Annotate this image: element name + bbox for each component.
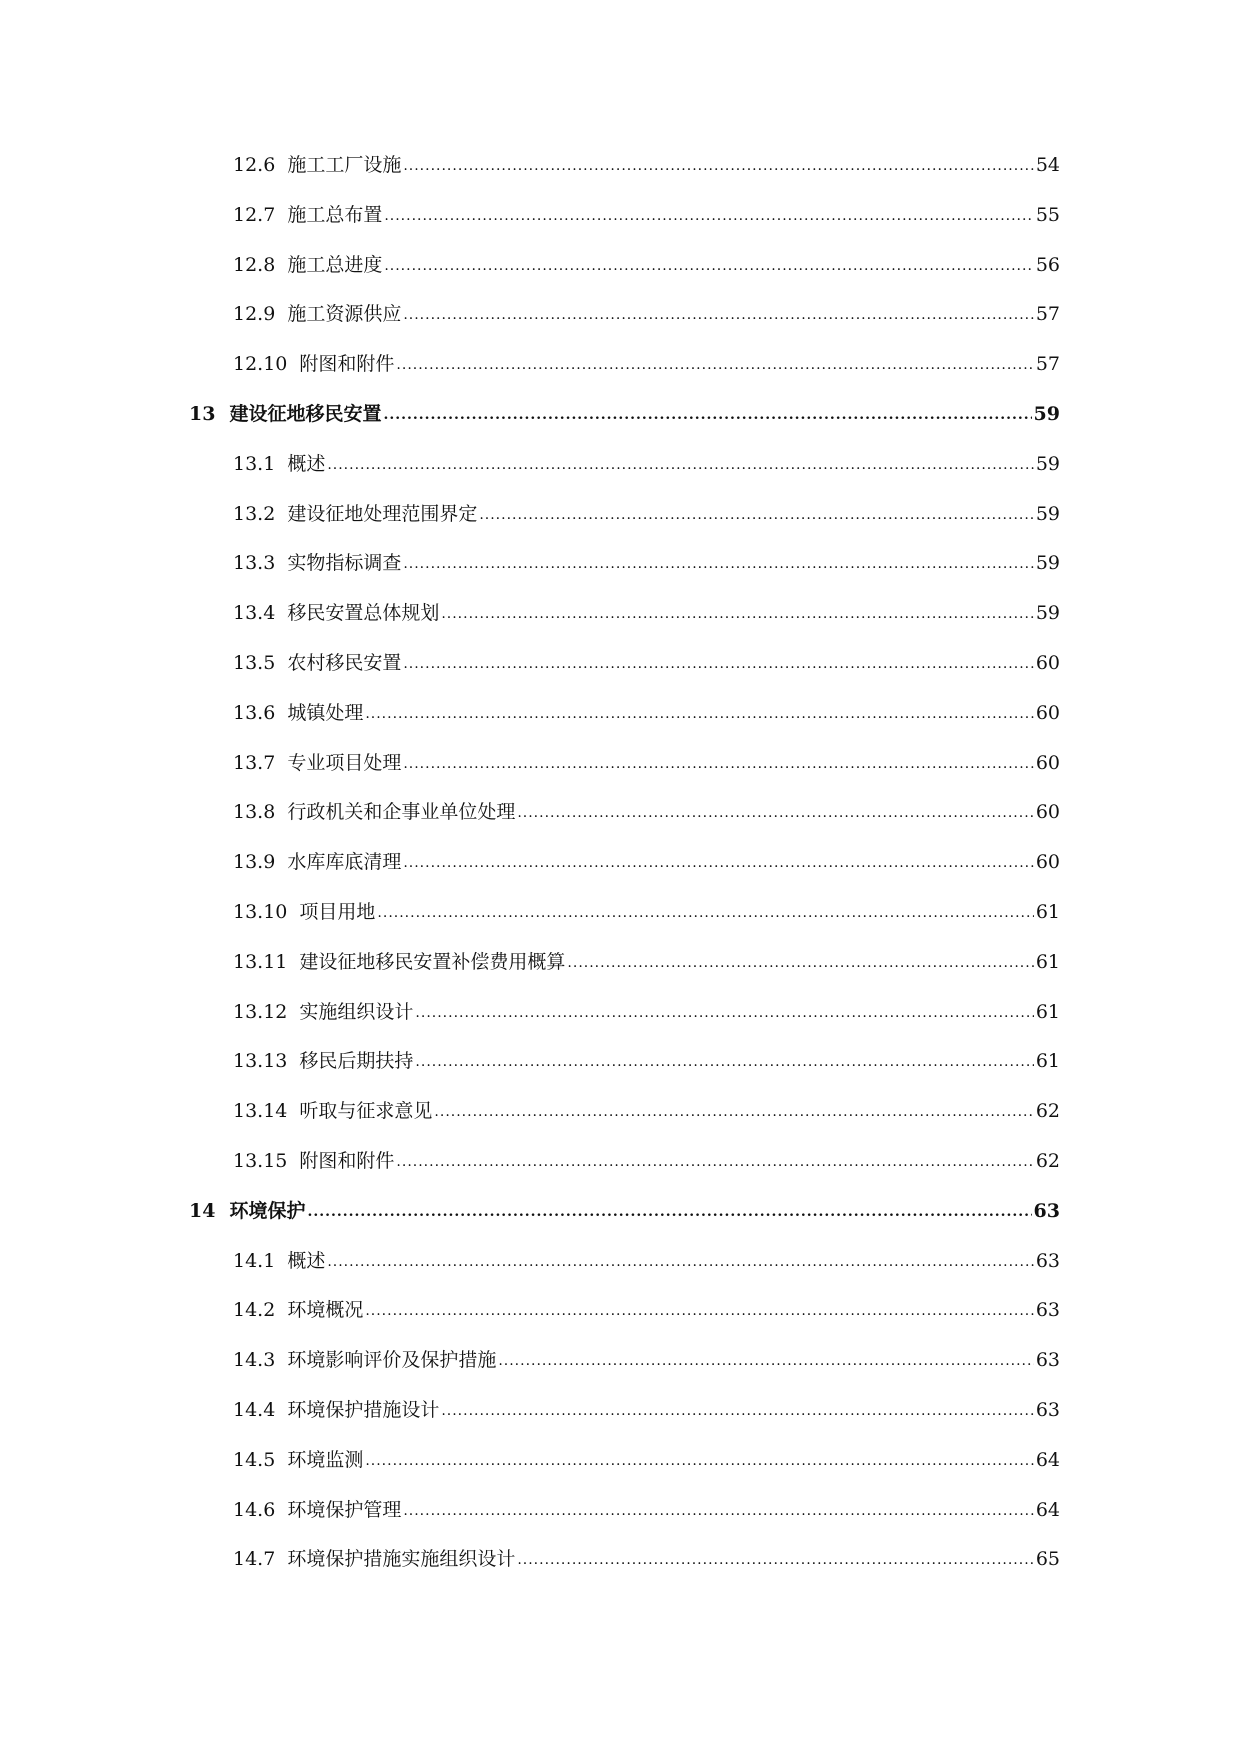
dot-leader	[479, 499, 1033, 531]
toc-entry-number: 13.7	[233, 752, 276, 774]
toc-entry-title: 附图和附件	[299, 1150, 395, 1172]
toc-entry-page-number: 59	[1033, 403, 1060, 425]
dot-leader	[415, 1046, 1033, 1078]
toc-section-entry[interactable]	[233, 896, 1060, 928]
toc-entry-number: 12.8	[233, 254, 276, 276]
toc-section-entry[interactable]	[233, 1095, 1060, 1127]
toc-entry-title: 农村移民安置	[287, 652, 402, 674]
toc-entry-title: 附图和附件	[299, 353, 395, 375]
toc-entry-number: 14.4	[233, 1399, 276, 1421]
toc-entry-number: 13.1	[233, 453, 276, 475]
toc-entry-page-number: 60	[1035, 851, 1060, 873]
dot-leader	[498, 1345, 1033, 1377]
toc-section-entry[interactable]	[233, 996, 1060, 1028]
toc-entry-number: 14.3	[233, 1349, 276, 1371]
toc-entry-title: 环境监测	[287, 1449, 364, 1471]
dot-leader	[365, 1295, 1033, 1327]
toc-entry-page-number: 63	[1035, 1299, 1060, 1321]
toc-entry-title: 概述	[287, 453, 326, 475]
toc-entry-page-number: 63	[1035, 1349, 1060, 1371]
dot-leader	[517, 797, 1033, 829]
toc-section-entry[interactable]	[233, 747, 1060, 779]
dot-leader	[384, 200, 1033, 232]
toc-entry-title: 施工资源供应	[287, 303, 402, 325]
toc-entry-page-number: 59	[1035, 503, 1060, 525]
toc-entry-title: 环境保护措施实施组织设计	[287, 1548, 516, 1570]
toc-entry-number: 13.8	[233, 801, 276, 823]
toc-entry-number: 13.9	[233, 851, 276, 873]
toc-section-entry[interactable]	[233, 846, 1060, 878]
toc-entry-title: 环境保护措施设计	[287, 1399, 440, 1421]
dot-leader	[403, 150, 1033, 182]
dot-leader	[567, 947, 1033, 979]
toc-entry-number: 13.5	[233, 652, 276, 674]
toc-entry-title: 环境影响评价及保护措施	[287, 1349, 497, 1371]
toc-entry-title: 环境概况	[287, 1299, 364, 1321]
toc-entry-page-number: 57	[1035, 303, 1060, 325]
dot-leader	[434, 1096, 1033, 1128]
toc-entry-page-number: 62	[1035, 1150, 1060, 1172]
toc-entry-number: 12.7	[233, 204, 276, 226]
toc-entry-title: 移民安置总体规划	[287, 602, 440, 624]
dot-leader	[384, 250, 1033, 282]
toc-entry-title: 行政机关和企事业单位处理	[287, 801, 516, 823]
toc-entry-title: 环境保护管理	[287, 1499, 402, 1521]
toc-entry-page-number: 55	[1035, 204, 1060, 226]
toc-entry-number: 14.6	[233, 1499, 276, 1521]
toc-entry-number: 14.5	[233, 1449, 276, 1471]
toc-entry-number: 13.11	[233, 951, 288, 973]
toc-entry-number: 13.2	[233, 503, 276, 525]
dot-leader	[403, 748, 1033, 780]
dot-leader	[365, 1445, 1033, 1477]
toc-entry-title: 施工工厂设施	[287, 154, 402, 176]
toc-entry-number: 13.6	[233, 702, 276, 724]
toc-entry-page-number: 60	[1035, 702, 1060, 724]
dot-leader	[377, 897, 1033, 929]
toc-entry-page-number: 54	[1035, 154, 1060, 176]
toc-entry-page-number: 61	[1035, 1001, 1060, 1023]
dot-leader	[307, 1196, 1031, 1228]
toc-entry-title: 建设征地处理范围界定	[287, 503, 478, 525]
toc-entry-title: 水库库底清理	[287, 851, 402, 873]
toc-entry-number: 13.12	[233, 1001, 288, 1023]
toc-entry-title: 城镇处理	[287, 702, 364, 724]
dot-leader	[415, 997, 1033, 1029]
toc-entry-title: 移民后期扶持	[299, 1050, 414, 1072]
toc-section-entry[interactable]	[233, 697, 1060, 729]
toc-section-entry[interactable]	[233, 547, 1060, 579]
dot-leader	[403, 1495, 1033, 1527]
dot-leader	[327, 449, 1033, 481]
toc-entry-page-number: 60	[1035, 801, 1060, 823]
dot-leader	[403, 299, 1033, 331]
toc-entry-title: 专业项目处理	[287, 752, 402, 774]
toc-section-entry[interactable]	[233, 1045, 1060, 1077]
toc-entry-number: 12.10	[233, 353, 288, 375]
dot-leader	[403, 648, 1033, 680]
toc-section-entry[interactable]	[233, 498, 1060, 530]
toc-entry-number: 14.7	[233, 1548, 276, 1570]
toc-entry-number: 13.10	[233, 901, 288, 923]
toc-section-entry[interactable]	[233, 298, 1060, 330]
toc-section-entry[interactable]	[233, 1344, 1060, 1376]
toc-entry-number: 13.4	[233, 602, 276, 624]
toc-entry-title: 施工总进度	[287, 254, 383, 276]
toc-section-entry[interactable]	[233, 448, 1060, 480]
toc-entry-number: 12.9	[233, 303, 276, 325]
toc-entry-title: 施工总布置	[287, 204, 383, 226]
toc-entry-title: 建设征地移民安置补偿费用概算	[299, 951, 566, 973]
toc-section-entry[interactable]	[233, 597, 1060, 629]
dot-leader	[396, 1146, 1033, 1178]
toc-entry-page-number: 56	[1035, 254, 1060, 276]
toc-entry-title: 建设征地移民安置	[229, 403, 382, 425]
toc-section-entry[interactable]	[233, 1543, 1060, 1575]
toc-entry-page-number: 60	[1035, 752, 1060, 774]
toc-entry-page-number: 60	[1035, 652, 1060, 674]
dot-leader	[403, 847, 1033, 879]
toc-entry-number: 13.3	[233, 552, 276, 574]
toc-entry-number: 14.2	[233, 1299, 276, 1321]
toc-entry-number: 13.13	[233, 1050, 288, 1072]
dot-leader	[383, 399, 1031, 431]
dot-leader	[403, 548, 1033, 580]
toc-section-entry[interactable]	[233, 796, 1060, 828]
toc-entry-page-number: 64	[1035, 1449, 1060, 1471]
toc-section-entry[interactable]	[233, 199, 1060, 231]
toc-entry-page-number: 64	[1035, 1499, 1060, 1521]
dot-leader	[517, 1544, 1033, 1576]
toc-entry-page-number: 61	[1035, 901, 1060, 923]
toc-section-entry[interactable]	[233, 1294, 1060, 1326]
toc-section-entry[interactable]	[233, 1444, 1060, 1476]
toc-entry-page-number: 59	[1035, 453, 1060, 475]
toc-chapter-entry[interactable]	[189, 398, 1060, 430]
toc-entry-page-number: 63	[1033, 1200, 1060, 1222]
dot-leader	[441, 1395, 1033, 1427]
toc-section-entry[interactable]	[233, 149, 1060, 181]
toc-section-entry[interactable]	[233, 1145, 1060, 1177]
toc-entry-title: 实施组织设计	[299, 1001, 414, 1023]
toc-entry-title: 概述	[287, 1250, 326, 1272]
toc-entry-number: 12.6	[233, 154, 276, 176]
toc-entry-page-number: 65	[1035, 1548, 1060, 1570]
toc-chapter-entry[interactable]	[189, 1195, 1060, 1227]
toc-entry-page-number: 59	[1035, 602, 1060, 624]
toc-entry-title: 实物指标调查	[287, 552, 402, 574]
toc-section-entry[interactable]	[233, 348, 1060, 380]
toc-entry-title: 项目用地	[299, 901, 376, 923]
toc-entry-page-number: 61	[1035, 951, 1060, 973]
toc-entry-page-number: 63	[1035, 1399, 1060, 1421]
dot-leader	[441, 598, 1033, 630]
toc-entry-number: 14	[189, 1200, 216, 1222]
dot-leader	[365, 698, 1033, 730]
toc-entry-number: 14.1	[233, 1250, 276, 1272]
toc-section-entry[interactable]	[233, 946, 1060, 978]
dot-leader	[327, 1246, 1033, 1278]
toc-entry-page-number: 59	[1035, 552, 1060, 574]
toc-entry-page-number: 62	[1035, 1100, 1060, 1122]
toc-entry-number: 13.14	[233, 1100, 288, 1122]
toc-entry-title: 听取与征求意见	[299, 1100, 433, 1122]
toc-entry-page-number: 57	[1035, 353, 1060, 375]
toc-section-entry[interactable]	[233, 1494, 1060, 1526]
toc-section-entry[interactable]	[233, 1394, 1060, 1426]
toc-entry-page-number: 61	[1035, 1050, 1060, 1072]
toc-entry-number: 13	[189, 403, 216, 425]
toc-entry-number: 13.15	[233, 1150, 288, 1172]
toc-section-entry[interactable]	[233, 249, 1060, 281]
dot-leader	[396, 349, 1033, 381]
toc-entry-page-number: 63	[1035, 1250, 1060, 1272]
toc-section-entry[interactable]	[233, 1245, 1060, 1277]
toc-entry-title: 环境保护	[229, 1200, 306, 1222]
toc-section-entry[interactable]	[233, 647, 1060, 679]
